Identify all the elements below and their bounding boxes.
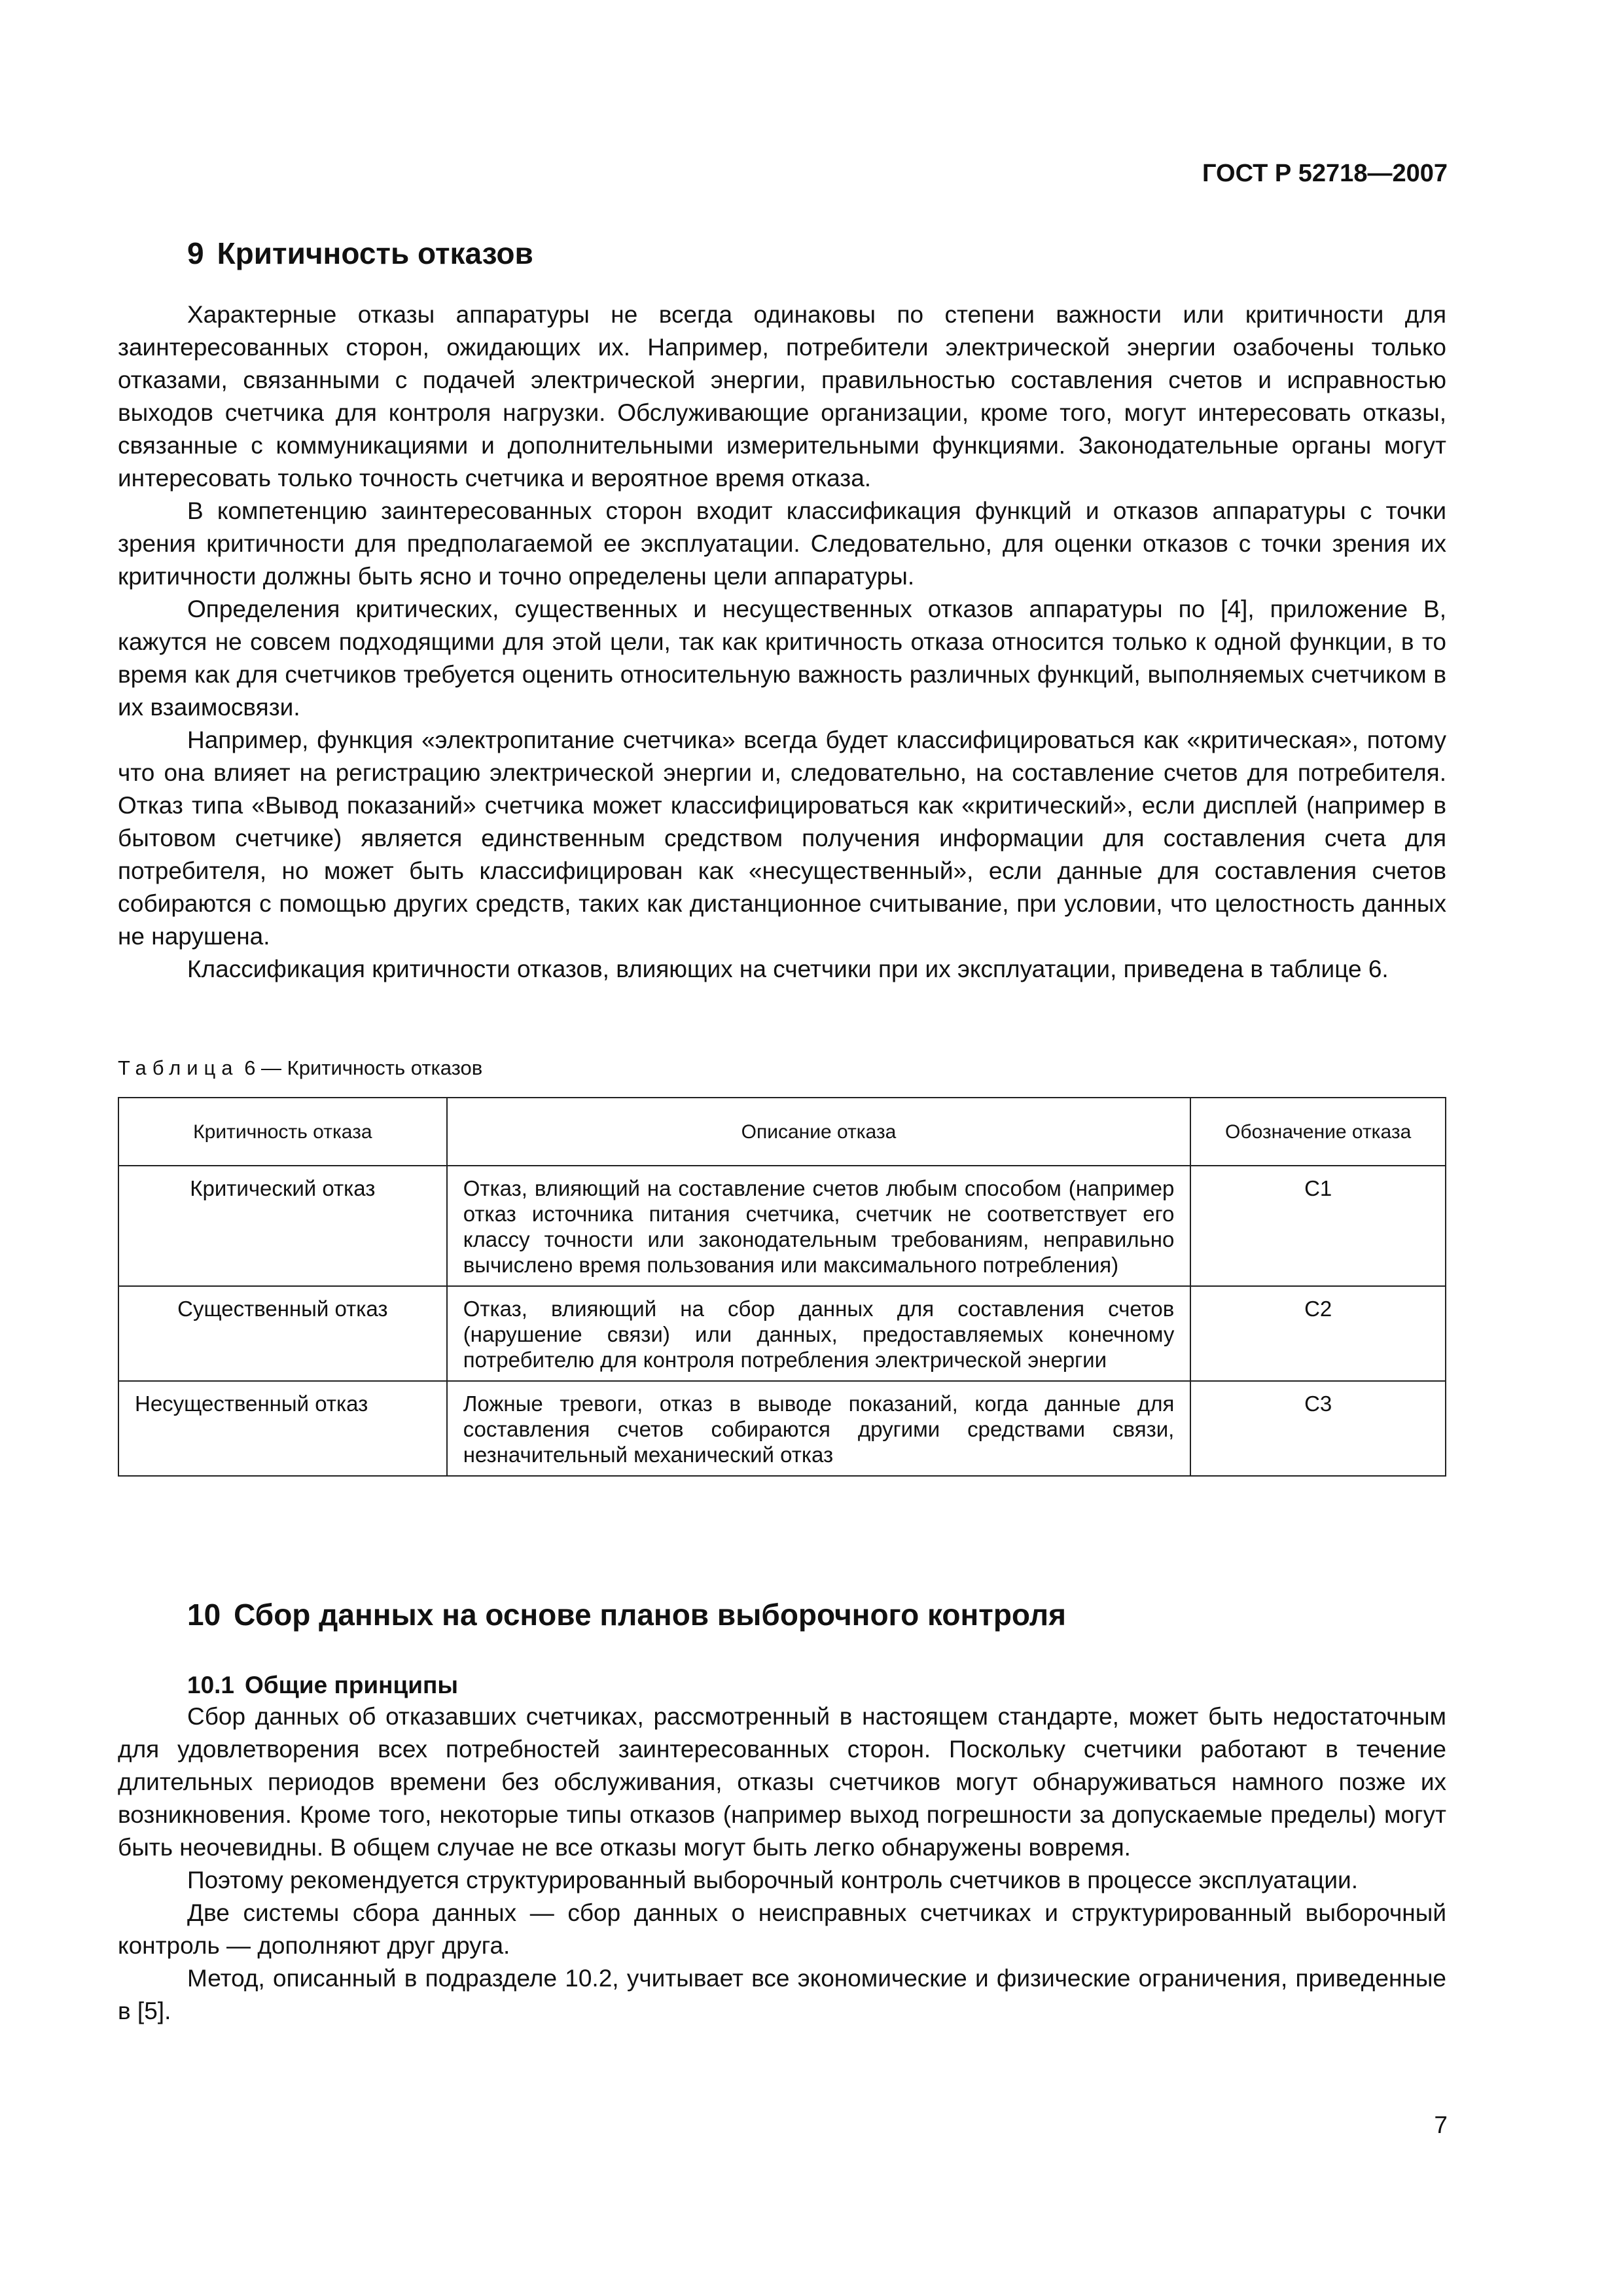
paragraph: Характерные отказы аппаратуры не всегда одинаковы по степени важности или критичности для заинтересованных сторон, ожидающих их. Например, потребители электрической энергии озабочены только отказами, связанными с подачей электрической энергии, правильностью составления счетов и исправностью выходов счетчика для контроля нагрузки. Обслуживающие организации, кроме того, могут интересовать отказы, связанные с коммуникациями и дополнительными измерительными функциями. Законодательные органы могут интересовать только точность счетчика и вероятное время отказа. — [118, 301, 1446, 492]
column-header: Критичность отказа — [118, 1098, 447, 1166]
subsection-10-1-body — [118, 1700, 1446, 2028]
paragraph: Например, функция «электропитание счетчика» всегда будет классифицироваться как «критическая», потому что она влияет на регистрацию электрической энергии и, следовательно, на составление счетов для потребителя. Отказ типа «Вывод показаний» счетчика может классифицироваться как «критический», если дисплей (например в бытовом счетчике) является единственным средством получения информации для составления счета для потребителя, но может быть классифицирован как «несущественный», если данные для составления счетов собираются с помощью других средств, таких как дистанционное считывание, при условии, что целостность данных не нарушена. — [118, 726, 1446, 950]
column-header: Описание отказа — [447, 1098, 1191, 1166]
subsection-10-1-number: 10.1 — [187, 1672, 235, 1698]
page-number: 7 — [1434, 2111, 1448, 2138]
description-cell: Отказ, влияющий на сбор данных для составления счетов (нарушение связи) или данных, предоставляемых конечному потребителю для контроля потребления электрической энергии — [447, 1286, 1191, 1381]
description-cell: Отказ, влияющий на составление счетов любым способом (например отказ источника питания счетчика, счетчик не соответствует его классу точности или законодательным требованиям, неправильно вычислено время пользования или максимального потребления) — [447, 1166, 1191, 1286]
subsection-10-1-heading — [187, 1672, 458, 1699]
criticality-table — [118, 1097, 1446, 1477]
section-10-title: Сбор данных на основе планов выборочного контроля — [234, 1598, 1066, 1632]
paragraph: Две системы сбора данных — сбор данных о неисправных счетчиках и структурированный выборочный контроль — дополняют друг друга. — [118, 1899, 1446, 1959]
code-cell: С2 — [1190, 1286, 1446, 1381]
standard-code: ГОСТ Р 52718—2007 — [1202, 160, 1448, 187]
section-9-body — [118, 298, 1446, 986]
section-10-heading — [187, 1597, 1066, 1632]
criticality-cell: Критический отказ — [118, 1166, 447, 1286]
paragraph: Классификация критичности отказов, влияющих на счетчики при их эксплуатации, приведена в таблице 6. — [187, 956, 1389, 982]
paragraph: В компетенцию заинтересованных сторон входит классификация функций и отказов аппаратуры с точки зрения критичности для предполагаемой ее эксплуатации. Следовательно, для оценки отказов с точки зрения их критичности должны быть ясно и точно определены цели аппаратуры. — [118, 497, 1446, 590]
section-10-number: 10 — [187, 1598, 221, 1632]
section-9-title: Критичность отказов — [217, 236, 533, 270]
paragraph: Метод, описанный в подразделе 10.2, учитывает все экономические и физические ограничения, приведенные в [5]. — [118, 1965, 1446, 2024]
paragraph: Определения критических, существенных и несущественных отказов аппаратуры по [4], приложение В, кажутся не совсем подходящими для этой цели, так как критичность отказа относится только к одной функции, в то время как для счетчиков требуется оценить относительную важность различных функций, выполняемых счетчиком в их взаимосвязи. — [118, 596, 1446, 721]
table-row — [118, 1286, 1446, 1381]
description-cell: Ложные тревоги, отказ в выводе показаний, когда данные для составления счетов собираются другими средствами связи, незначительный механический отказ — [447, 1381, 1191, 1476]
criticality-cell: Несущественный отказ — [118, 1381, 447, 1476]
column-header: Обозначение отказа — [1190, 1098, 1446, 1166]
table-row — [118, 1381, 1446, 1476]
paragraph: Сбор данных об отказавших счетчиках, рассмотренный в настоящем стандарте, может быть недостаточным для удовлетворения всех потребностей заинтересованных сторон. Поскольку счетчики работают в течение длительных периодов времени без обслуживания, отказы счетчиков могут обнаруживаться намного позже их возникновения. Кроме того, некоторые типы отказов (например выход погрешности за допускаемые пределы) могут быть неочевидны. В общем случае не все отказы могут быть легко обнаружены вовремя. — [118, 1703, 1446, 1861]
table-caption-title: 6 — Критичность отказов — [244, 1056, 483, 1079]
table-header-row — [118, 1098, 1446, 1166]
subsection-10-1-title: Общие принципы — [245, 1672, 458, 1698]
paragraph: Поэтому рекомендуется структурированный выборочный контроль счетчиков в процессе эксплуатации. — [187, 1867, 1359, 1893]
code-cell: С3 — [1190, 1381, 1446, 1476]
table-row — [118, 1166, 1446, 1286]
section-9-heading — [187, 236, 533, 271]
table-caption-label: Таблица — [118, 1056, 239, 1079]
code-cell: С1 — [1190, 1166, 1446, 1286]
section-9-number: 9 — [187, 236, 204, 270]
table-caption — [118, 1056, 482, 1080]
criticality-cell: Существенный отказ — [118, 1286, 447, 1381]
